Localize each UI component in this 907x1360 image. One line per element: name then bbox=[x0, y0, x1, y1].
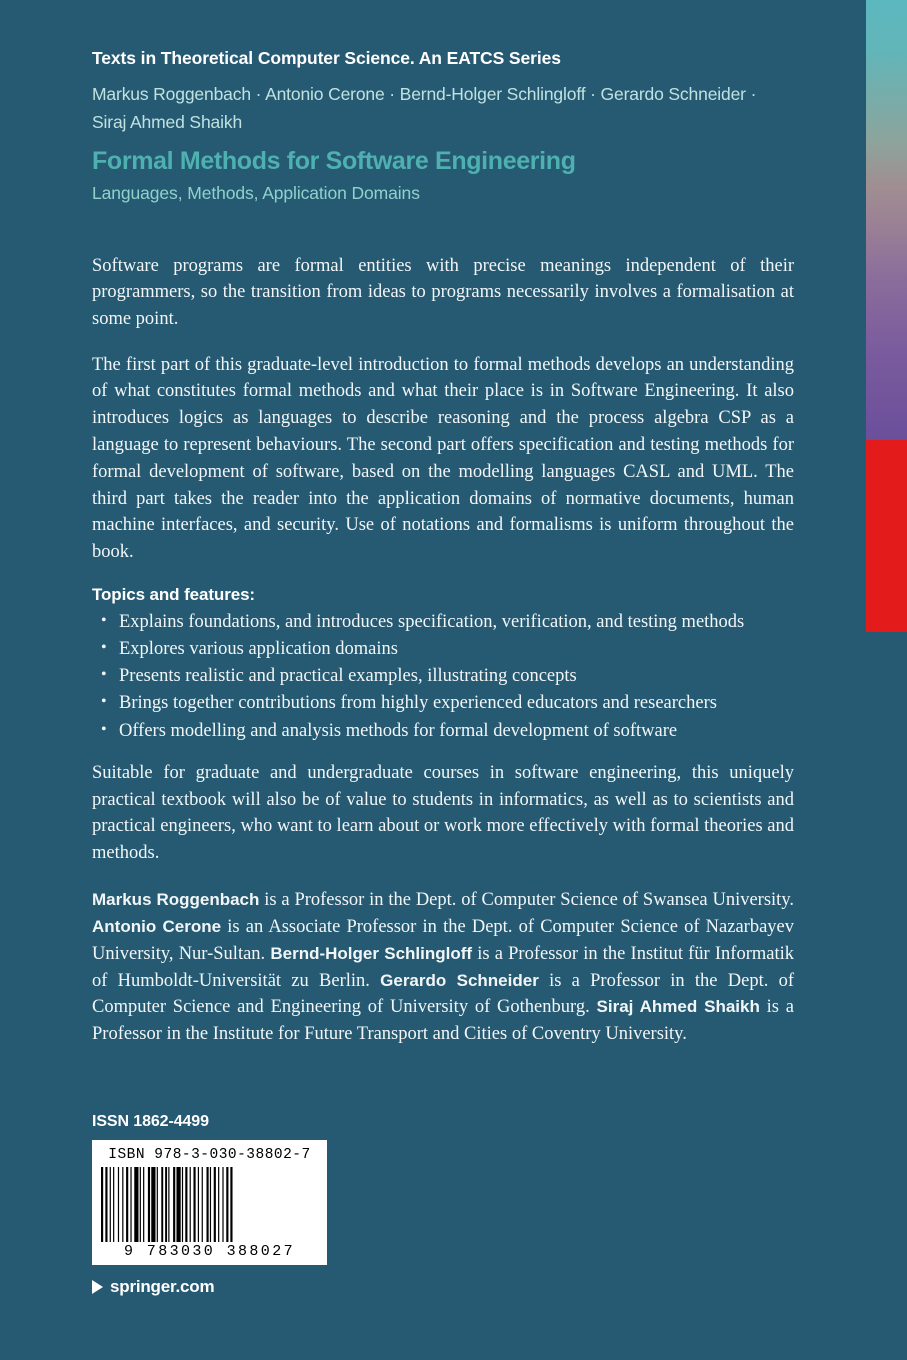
blurb-paragraph-1: Software programs are formal entities with precise meanings independent of their programmers, so the transition from ideas to programs necessarily involves a formalisation at some point. bbox=[92, 255, 794, 330]
play-triangle-icon bbox=[92, 1280, 103, 1294]
spine-color-strip bbox=[866, 0, 907, 1360]
author-name: Gerardo Schneider bbox=[380, 970, 539, 990]
list-item-label: Brings together contributions from highly experienced educators and researchers bbox=[119, 693, 717, 714]
author-name: Antonio Cerone bbox=[92, 916, 222, 936]
barcode-digits: 9 783030 388027 bbox=[123, 1243, 296, 1260]
springer-logo[interactable] bbox=[92, 1277, 492, 1297]
cover-content bbox=[92, 0, 794, 1066]
cover-footer bbox=[92, 1113, 492, 1297]
author-name: Siraj Ahmed Shaikh bbox=[596, 997, 760, 1017]
bullet-icon: • bbox=[101, 693, 107, 711]
spine-gradient-band bbox=[866, 0, 907, 440]
issn-label: ISSN 1862-4499 bbox=[92, 1113, 209, 1130]
list-item bbox=[92, 718, 794, 744]
list-item bbox=[92, 663, 794, 689]
list-item-label: Explains foundations, and introduces specification, verification, and testing methods bbox=[119, 611, 745, 632]
bullet-icon: • bbox=[101, 638, 107, 656]
bullet-icon: • bbox=[101, 666, 107, 684]
author-name: Markus Roggenbach bbox=[92, 890, 260, 910]
topics-and-features-heading: Topics and features: bbox=[92, 584, 255, 604]
series-title: Texts in Theoretical Computer Science. An EATCS Series bbox=[92, 48, 561, 68]
list-item bbox=[92, 609, 794, 635]
author-name: Bernd-Holger Schlingloff bbox=[270, 943, 473, 963]
isbn-label: ISBN 978-3-030-38802-7 bbox=[108, 1147, 311, 1163]
list-item-label: Presents realistic and practical examples, illustrating concepts bbox=[119, 666, 577, 687]
author-biographies: Markus Roggenbach is a Professor in the Dept. of Computer Science of Swansea University. Antonio Cerone is an Associate Professor in the Dept. of Computer Science of Nazarbayev University, Nur-Sultan. Bernd-Holger Schlingloff is a Professor in the Institut für Informatik of Humboldt-Universität zu Berlin. Gerardo Schneider is a Professor in the Dept. of Computer Science and Engineering of University of Gothenburg. Siraj Ahmed Shaikh is a Professor in the Institute for Future Transport and Cities of Coventry University. bbox=[92, 890, 794, 1045]
isbn-barcode bbox=[92, 1140, 327, 1265]
blurb-paragraph-2: The first part of this graduate-level introduction to formal methods develops an understanding of what constitutes formal methods and what their place is in Software Engineering. It also introduces logics as languages to describe reasoning and the process algebra CSP as a language to represent behaviours. The second part offers specification and testing methods for formal development of software, based on the modelling languages CASL and UML. The third part takes the reader into the application domains of normative documents, human machine interfaces, and security. Use of notations and formalisms is uniform throughout the book. bbox=[92, 354, 794, 563]
bullet-icon: • bbox=[101, 611, 107, 629]
barcode-bars-icon bbox=[101, 1167, 318, 1242]
list-item-label: Explores various application domains bbox=[119, 638, 398, 659]
list-item-label: Offers modelling and analysis methods for formal development of software bbox=[119, 720, 678, 741]
blurb-paragraph-3: Suitable for graduate and undergraduate courses in software engineering, this uniquely practical textbook will also be of value to students in informatics, as well as to scientists and practical engineers, who want to learn about or work more effectively with formal theories and methods. bbox=[92, 762, 794, 864]
springer-url-label: springer.com bbox=[110, 1277, 215, 1296]
bullet-icon: • bbox=[101, 720, 107, 738]
book-title: Formal Methods for Software Engineering bbox=[92, 146, 576, 175]
list-item bbox=[92, 690, 794, 716]
spine-red-band bbox=[866, 440, 907, 632]
book-subtitle: Languages, Methods, Application Domains bbox=[92, 182, 420, 203]
author-list: Markus Roggenbach · Antonio Cerone · Bernd-Holger Schlingloff · Gerardo Schneider · Siraj Ahmed Shaikh bbox=[92, 84, 757, 133]
features-list bbox=[92, 609, 794, 744]
list-item bbox=[92, 636, 794, 662]
